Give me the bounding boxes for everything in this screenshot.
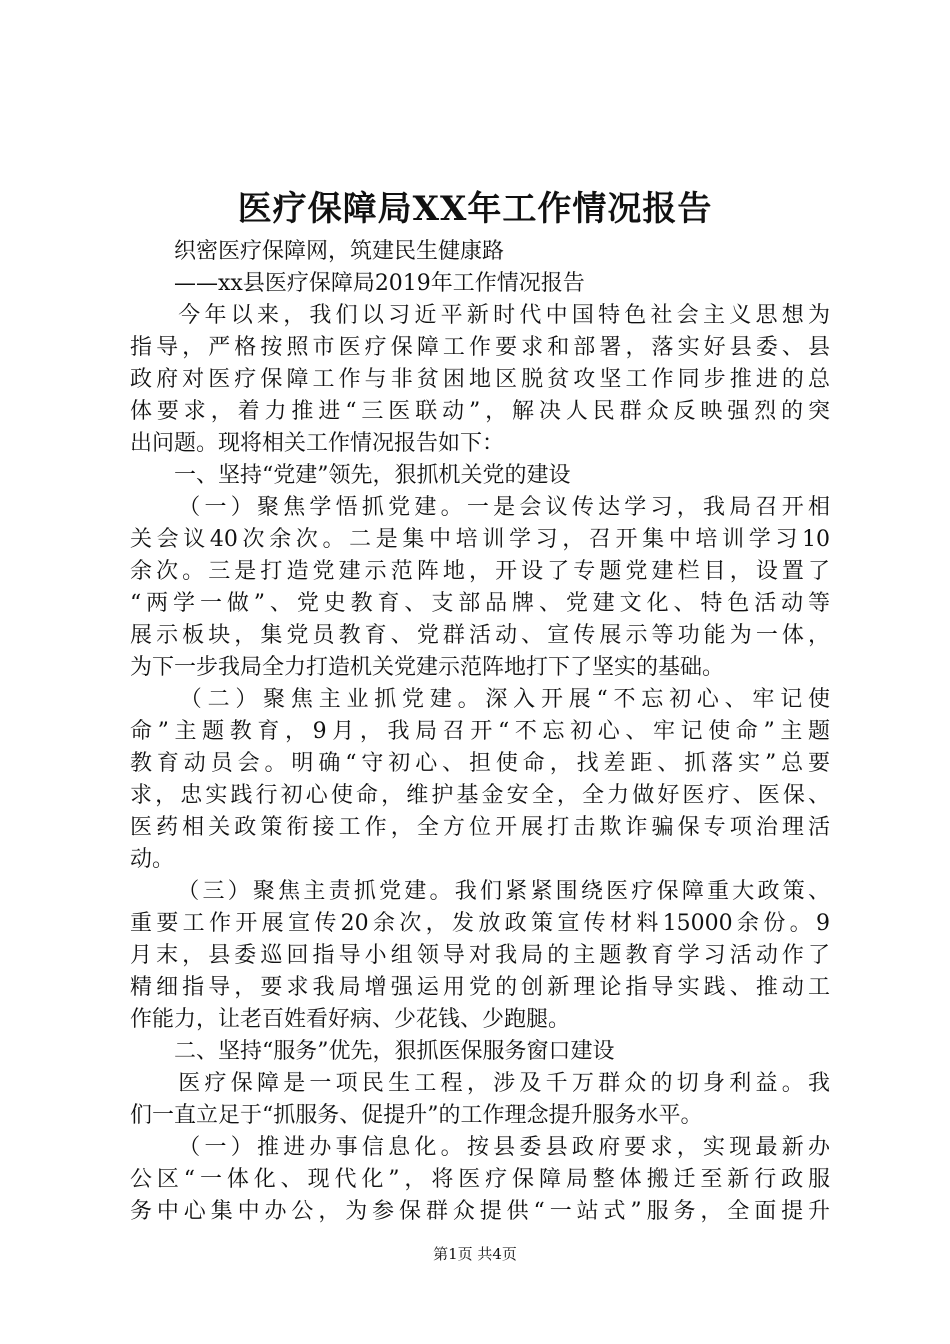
- body-line: 为下一步我局全力打造机关党建示范阵地打下了坚实的基础。: [130, 655, 725, 680]
- body-line: 二、坚持“服务”优先，狠抓医保服务窗口建设: [174, 1039, 615, 1064]
- body-line: 指导，严格按照市医疗保障工作要求和部署，落实好县委、县: [130, 335, 830, 360]
- body-line: 们一直立足于“抓服务、促提升”的工作理念提升服务水平。: [130, 1103, 703, 1128]
- body-line: 体要求，着力推进“三医联动”，解决人民群众反映强烈的突: [130, 399, 830, 424]
- body-line: 织密医疗保障网，筑建民生健康路: [174, 239, 505, 264]
- body-line: 作能力，让老百姓看好病、少花钱、少跑腿。: [130, 1007, 571, 1032]
- body-line: 求，忠实践行初心使命，维护基金安全，全力做好医疗、医保、: [130, 783, 830, 808]
- body-line: 精细指导，要求我局增强运用党的创新理论指导实践、推动工: [130, 975, 830, 1000]
- body-line: 教育动员会。明确“守初心、担使命，找差距、抓落实”总要: [130, 751, 830, 776]
- body-line: 重要工作开展宣传20余次，发放政策宣传材料15000余份。9: [130, 911, 830, 936]
- body-line: 务中心集中办公，为参保群众提供“一站式”服务，全面提升: [130, 1199, 830, 1224]
- body-line: 公区“一体化、现代化”，将医疗保障局整体搬迁至新行政服: [130, 1167, 830, 1192]
- body-line: 政府对医疗保障工作与非贫困地区脱贫攻坚工作同步推进的总: [130, 367, 830, 392]
- body-line: （三）聚焦主责抓党建。我们紧紧围绕医疗保障重大政策、: [174, 879, 830, 904]
- body-line: 动。: [130, 847, 175, 872]
- body-line: 展示板块，集党员教育、党群活动、宣传展示等功能为一体，: [130, 623, 830, 648]
- document-body: [130, 236, 830, 1228]
- body-line: （二）聚焦主业抓党建。深入开展“不忘初心、牢记使: [174, 687, 830, 712]
- document-title: 医疗保障局XX年工作情况报告: [237, 189, 713, 229]
- body-line: 余次。三是打造党建示范阵地，开设了专题党建栏目，设置了: [130, 559, 830, 584]
- body-line: ——xx县医疗保障局2019年工作情况报告: [174, 271, 585, 296]
- body-line: “两学一做”、党史教育、支部品牌、党建文化、特色活动等: [130, 591, 830, 616]
- body-line: 医疗保障是一项民生工程，涉及千万群众的切身利益。我: [174, 1071, 830, 1096]
- body-line: 出问题。现将相关工作情况报告如下：: [130, 431, 505, 456]
- body-line: 命”主题教育，9月，我局召开“不忘初心、牢记使命”主题: [130, 719, 830, 744]
- body-line: 月末，县委巡回指导小组领导对我局的主题教育学习活动作了: [130, 943, 830, 968]
- body-line: （一）聚焦学悟抓党建。一是会议传达学习，我局召开相: [174, 495, 830, 520]
- body-line: 一、坚持“党建”领先，狠抓机关党的建设: [174, 463, 571, 488]
- body-line: 医药相关政策衔接工作，全方位开展打击欺诈骗保专项治理活: [130, 815, 830, 840]
- body-line: 今年以来，我们以习近平新时代中国特色社会主义思想为: [174, 303, 830, 328]
- body-line: 关会议40次余次。二是集中培训学习，召开集中培训学习10: [130, 527, 830, 552]
- page-footer: 第1页 共4页: [433, 1245, 517, 1263]
- body-line: （一）推进办事信息化。按县委县政府要求，实现最新办: [174, 1135, 830, 1160]
